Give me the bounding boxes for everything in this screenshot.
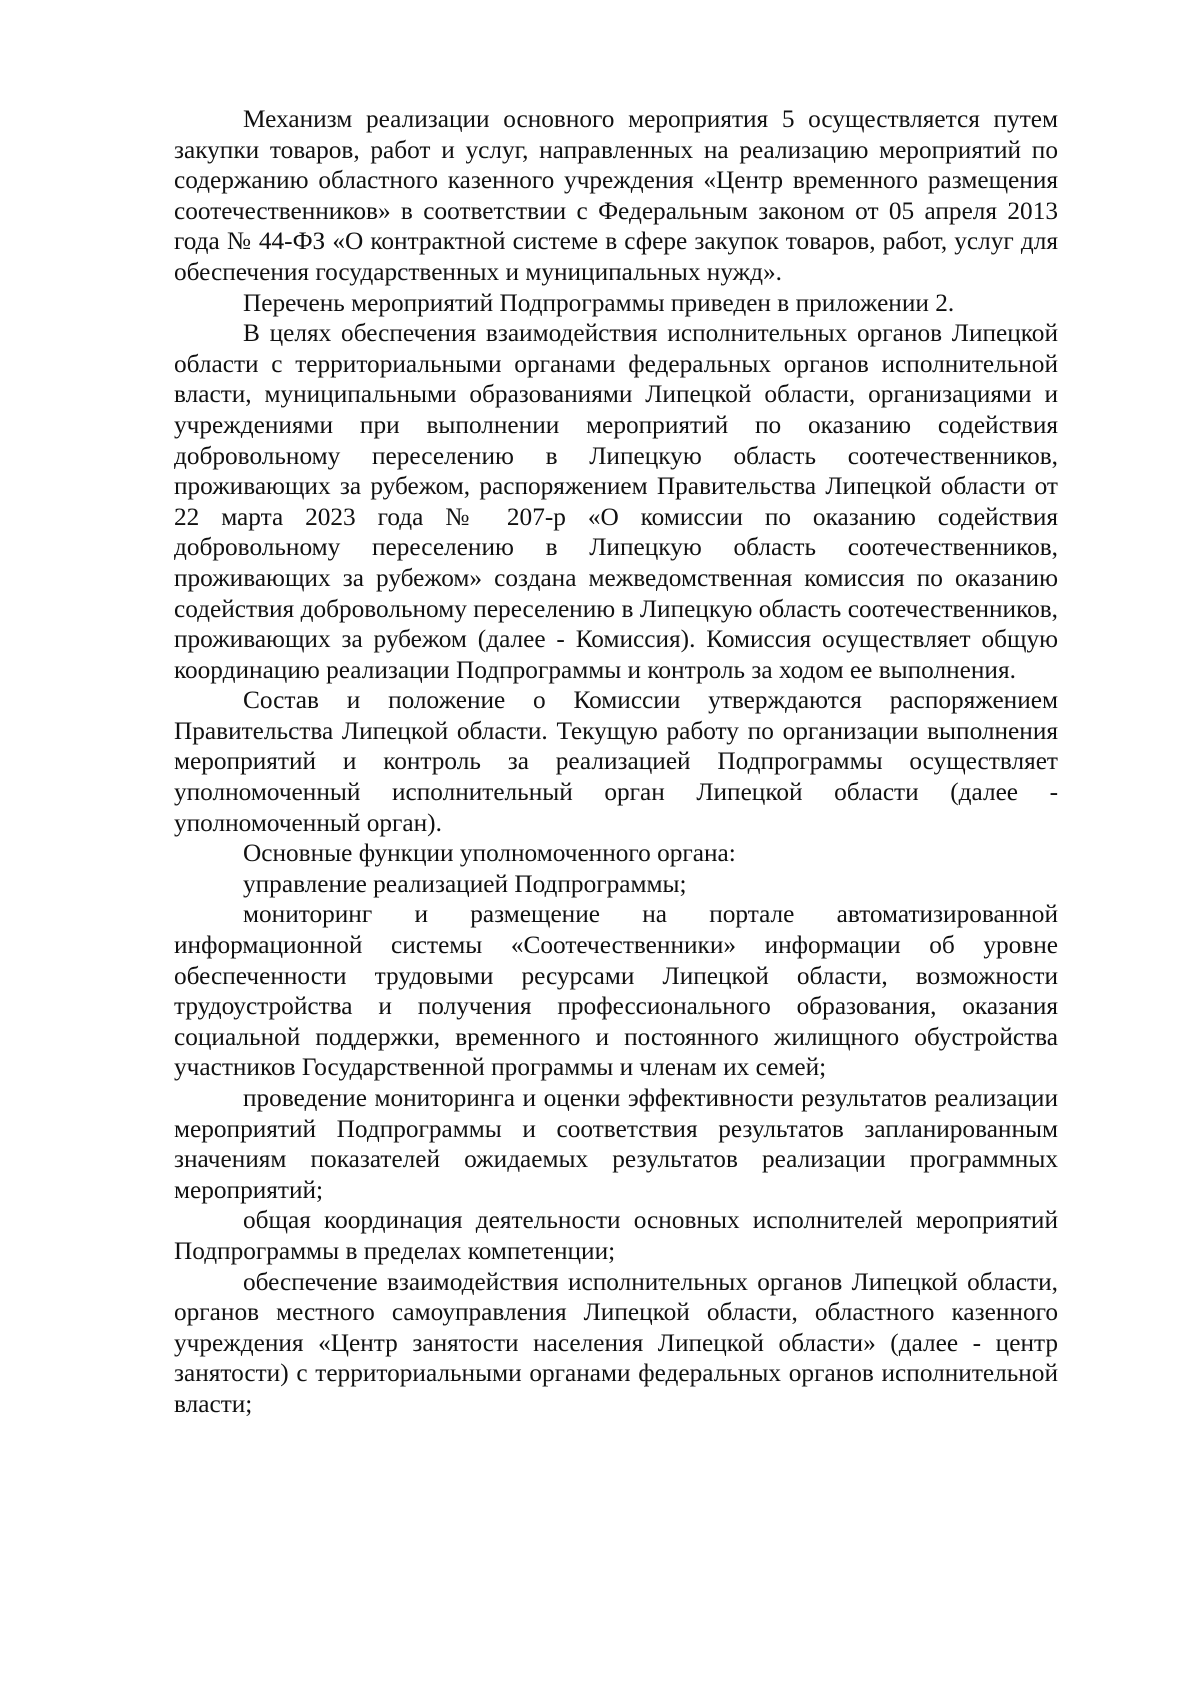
list-item-management: управление реализацией Подпрограммы; [243, 869, 687, 898]
paragraph-commission-composition: Состав и положение о Комиссии утверждаются распоряжением Правительства Липецкой области. Текущую работу по организации выполнения мероприятий и контроль за реализацией Подпрограммы осуществляет уполномоченный исполнительный орган Липецкой области (далее - уполномоченный орган). [174, 686, 1058, 837]
list-item-interaction: обеспечение взаимодействия исполнительных органов Липецкой области, органов местного самоуправления Липецкой области, областного казенного учреждения «Центр занятости населения Липецкой области» (далее - центр занятости) с территориальными органами федеральных органов исполнительной власти; [174, 1267, 1058, 1418]
paragraph-activity-list: Перечень мероприятий Подпрограммы приведен в приложении 2. [243, 288, 955, 317]
paragraph-mechanism: Механизм реализации основного мероприятия 5 осуществляется путем закупки товаров, работ и услуг, направленных на реализацию мероприятий по содержанию областного казенного учреждения «Центр временного размещения соотечественников» в соответствии с Федеральным законом от 05 апреля 2013 года № 44-ФЗ «О контрактной системе в сфере закупок товаров, работ, услуг для обеспечения государственных и муниципальных нужд». [174, 105, 1058, 286]
list-item-evaluation: проведение мониторинга и оценки эффективности результатов реализации мероприятий Подпрограммы и соответствия результатов запланированным значениям показателей ожидаемых результатов реализации программных мероприятий; [174, 1084, 1058, 1204]
paragraph-commission-creation: В целях обеспечения взаимодействия исполнительных органов Липецкой области с территориальными органами федеральных органов исполнительной власти, муниципальными образованиями Липецкой области, организациями и учреждениями при выполнении мероприятий по оказанию содействия добровольному переселению в Липецкую область соотечественников, проживающих за рубежом, распоряжением Правительства Липецкой области от 22 марта 2023 года № 207-р «О комиссии по оказанию содействия добровольному переселению в Липецкую область соотечественников, проживающих за рубежом» создана межведомственная комиссия по оказанию содействия добровольному переселению в Липецкую область соотечественников, проживающих за рубежом (далее - Комиссия). Комиссия осуществляет общую координацию реализации Подпрограммы и контроль за ходом ее выполнения. [174, 319, 1058, 684]
list-item-monitoring: мониторинг и размещение на портале автоматизированной информационной системы «Соотечественники» информации об уровне обеспеченности трудовыми ресурсами Липецкой области, возможности трудоустройства и получения профессионального образования, оказания социальной поддержки, временного и постоянного жилищного обустройства участников Государственной программы и членам их семей; [174, 900, 1058, 1082]
paragraph-functions-heading: Основные функции уполномоченного органа: [243, 839, 736, 868]
list-item-coordination: общая координация деятельности основных исполнителей мероприятий Подпрограммы в пределах компетенции; [174, 1206, 1058, 1265]
document-page [174, 104, 1058, 1420]
